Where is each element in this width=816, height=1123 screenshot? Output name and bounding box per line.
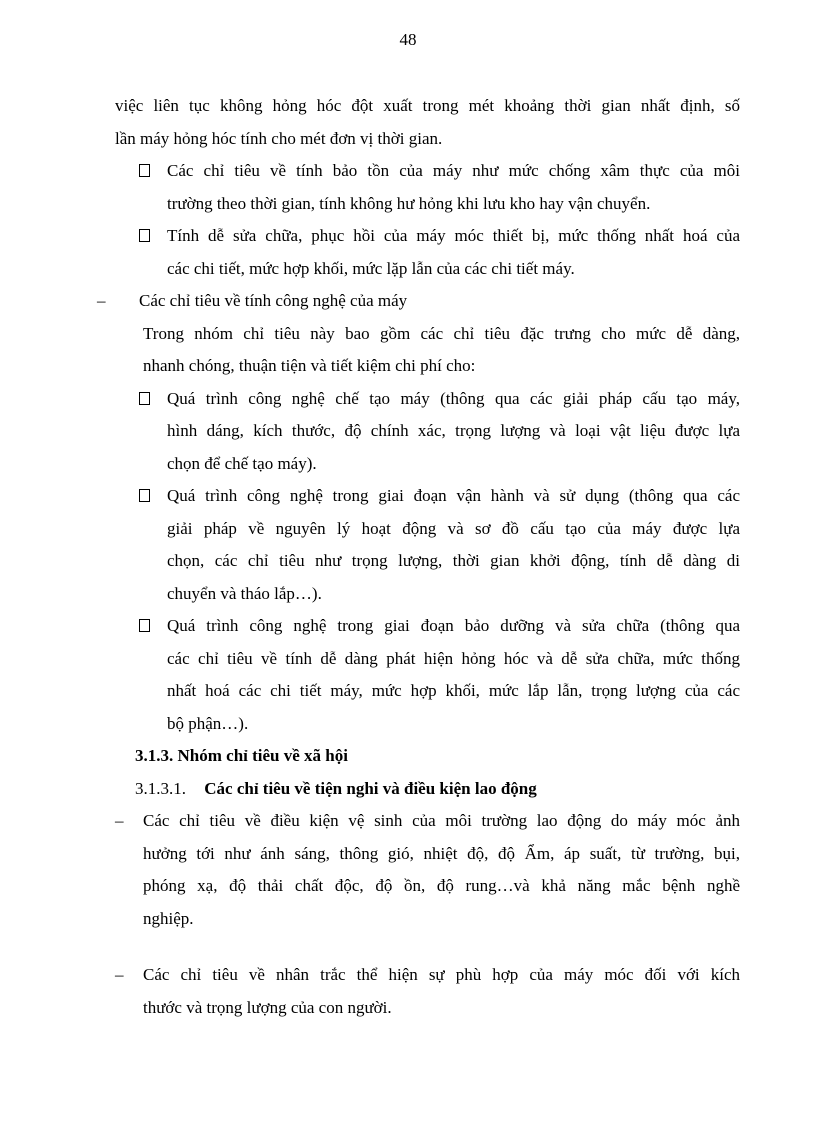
bullet-line: Quá trình công nghệ trong giai đoạn vận hành và sử dụng (thông qua các	[167, 486, 740, 505]
bullet-item	[115, 610, 740, 740]
bullet-line: Quá trình công nghệ trong giai đoạn bảo dưỡng và sửa chữa (thông qua	[167, 616, 740, 635]
bullet-line: Các chỉ tiêu về tính bảo tồn của máy như mức chống xâm thực của môi	[167, 161, 740, 180]
spacer	[115, 935, 740, 959]
bullet-item	[115, 220, 740, 285]
paragraph-line: nhanh chóng, thuận tiện và tiết kiệm chi phí cho:	[143, 356, 476, 375]
bullet-line: Quá trình công nghệ chế tạo máy (thông qua các giải pháp cấu tạo máy,	[167, 388, 740, 408]
square-bullet-icon	[115, 480, 167, 514]
dash-line: phóng xạ, độ thải chất độc, độ ồn, độ rung…và khả năng mắc bệnh nghề	[143, 876, 740, 895]
dash-label: Các chỉ tiêu về tính công nghệ của máy	[139, 291, 408, 310]
square-bullet-icon	[115, 383, 167, 417]
bullet-item	[115, 155, 740, 220]
square-bullet-icon	[115, 155, 167, 189]
bullet-line: các chỉ tiêu về tính dễ dàng phát hiện hỏng hóc và dễ sửa chữa, mức thống	[167, 648, 740, 668]
subsection-heading	[115, 773, 740, 806]
bullet-line: trường theo thời gian, tính không hư hỏng khi lưu kho hay vận chuyển.	[167, 193, 651, 213]
bullet-line: bộ phận…).	[167, 713, 249, 733]
dash-marker: –	[115, 965, 124, 984]
page-number: 48	[399, 30, 417, 49]
paragraph-line: việc liên tục không hỏng hóc đột xuất trong mét khoảng thời gian nhất định, số	[115, 96, 740, 115]
section-number: 3.1.3.	[135, 746, 174, 765]
bullet-line: chọn để chế tạo máy).	[167, 453, 317, 473]
bullet-line: hình dáng, kích thước, độ chính xác, trọng lượng và loại vật liệu được lựa	[167, 421, 740, 440]
dash-item	[97, 285, 740, 318]
section-heading	[115, 740, 740, 773]
dash-item	[115, 959, 740, 1024]
subsection-title: Các chỉ tiêu về tiện nghi và điều kiện lao động	[204, 778, 537, 798]
bullet-line: chọn, các chỉ tiêu như trọng lượng, thời gian khởi động, tính dễ dàng di	[167, 551, 740, 570]
bullet-line: các chi tiết, mức hợp khối, mức lặp lẫn của các chi tiết máy.	[167, 258, 575, 278]
bullet-line: giải pháp về nguyên lý hoạt động và sơ đồ cấu tạo của máy được lựa	[167, 518, 740, 538]
paragraph-line: Trong nhóm chỉ tiêu này bao gồm các chỉ tiêu đặc trưng cho mức dễ dàng,	[143, 323, 740, 343]
dash-line: Các chỉ tiêu về điều kiện vệ sinh của môi trường lao động do máy móc ảnh	[143, 811, 740, 830]
square-bullet-icon	[115, 610, 167, 644]
subsection-number: 3.1.3.1.	[135, 778, 186, 798]
bullet-line: nhất hoá các chi tiết máy, mức hợp khối, mức lắp lẫn, trọng lượng của các	[167, 681, 740, 700]
dash-item	[115, 805, 740, 935]
dash-line: thước và trọng lượng của con người.	[143, 997, 392, 1017]
dash-marker: –	[115, 811, 124, 830]
bullet-item	[115, 383, 740, 481]
section-title: Nhóm chỉ tiêu về xã hội	[177, 746, 348, 765]
paragraph-line: lần máy hỏng hóc tính cho mét đơn vị thời gian.	[115, 128, 443, 148]
bullet-line: chuyển và tháo lắp…).	[167, 583, 322, 603]
square-bullet-icon	[115, 220, 167, 254]
dash-line: Các chỉ tiêu về nhân trắc thể hiện sự phù hợp của máy móc đối với kích	[143, 965, 740, 984]
dash-line: nghiệp.	[143, 908, 194, 928]
bullet-item	[115, 480, 740, 610]
page-body	[97, 90, 740, 1024]
dash-line: hưởng tới như ánh sáng, thông gió, nhiệt độ, độ Ẩm, áp suất, từ trường, bụi,	[143, 843, 740, 863]
bullet-line: Tính dễ sửa chữa, phục hồi của máy móc thiết bị, mức thống nhất hoá của	[167, 226, 740, 245]
dash-marker: –	[97, 291, 106, 310]
